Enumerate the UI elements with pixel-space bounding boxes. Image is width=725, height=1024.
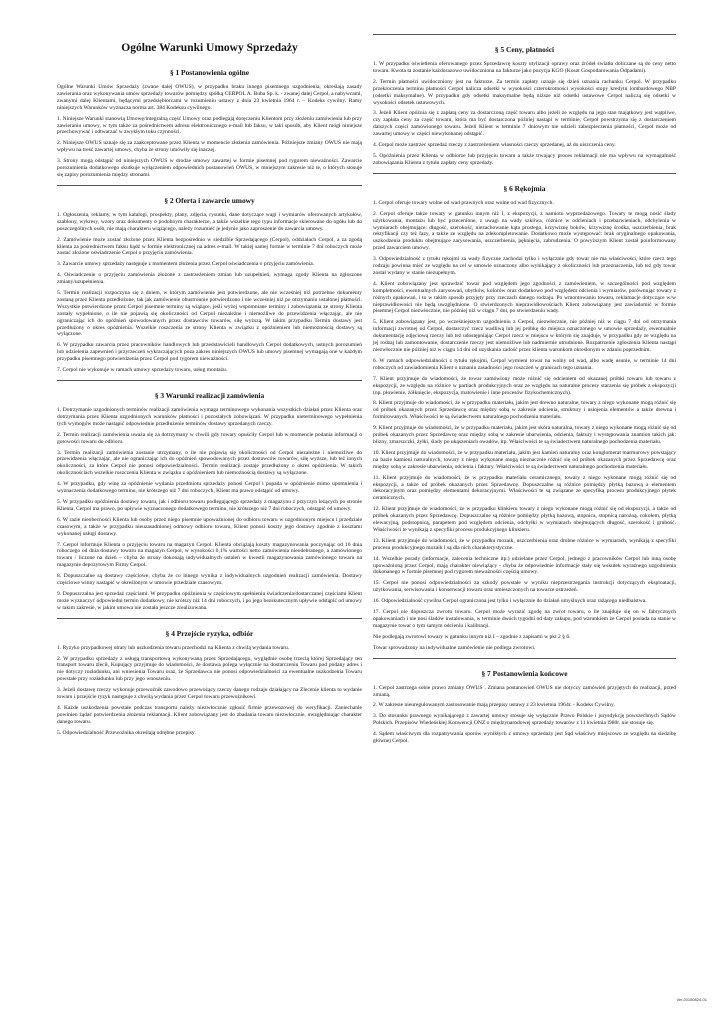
section-paragraph: 9. Klient przyjmuje do wiadomości, że w przypadku materiału, jakim jest skóra naturalna, towary z niego wykonane mogą różnić się od próbek okazanych przez Sprzedawcę oraz między sobą w zakresie ubarwienia, odcienia, faktury i występowania znamion takich jak: blizny, zmarszczki, żyłki, ślady po ukąszeniach owadów, itp. Właściwości te są świadectwem naturalnego pochodzenia materiału. [373,425,676,445]
section-paragraph: 1. Ogłoszenia, reklamy, w tym katalogi, prospekty, plany, zdjęcia, rysunki, dane dotyczące wagi i wymiarów oferowanych artykułów, szablony, wykresy, wzory oraz dokumenty o podobnym charakterze, a także wszelkie tego typu informacje skierowane do ogółu lub do poszczególnych osób, nie mają charakteru wiążącego, należy rozumieć je jedynie jako zaproszenie do zawarcia umowy. [57,211,362,232]
section-paragraph: 2. Termin płatności uwidoczniony jest na fakturze. Za termin zapłaty uznaje się dzień uznania rachunku Cerpol. W przypadku przekroczenia terminu płatności Cerpol nalicza odsetki w wysokości czterokrotności wysokości stopy kredytu lombardowego NBP (odsetki maksymalne). W przypadku gdy odsetki maksymalne będą niższe niż odsetki ustawowe Cerpol naliczą się odsetki w wysokości odsetek ustawowych. [373,78,676,106]
section-paragraph: 5. Klient zobowiązany jest, po wcześniejszym uzgodnieniu z Cerpol, niezwłocznie, nie później niż w ciągu 7 dni od otrzymania informacji zwrotnej od Cerpol, dostarczyć rzecz wadliwą lub jej próbkę do miejsca oznaczonego w umowie sprzedaży, ewentualnie dokumentację zdjęciową rzeczy lub też udostępniając Cerpol rzecz w miejscu w którym się znajduje, w przypadku gdy ze względu na jej rodzaj lub zamontowanie, dostarczenie rzeczy jest niemożliwe lub nadmiernie utrudnione. Rozpatrzenie zgłoszenia Klienta nastąpi niezwłocznie nie później niż w ciągu 14 dni od uzyskania zadość przez klienta warunkom określonym w zdaniu poprzednim. [373,319,676,353]
section [373,658,676,745]
section-paragraph: Towar sprowadzony na indywidualne zamówienie nie podlega zwrotowi. [373,644,536,651]
section-paragraph: 3. Do stosunku prawnego wynikającego z zawartej umowy stosuje się wyłącznie Prawo Polskie i jurysdykcję powszechnych Sądów Polskich. Przepisów Wiedeńskiej Konwencji ONZ o międzynarodowej sprzedaży towarów z 11 kwietnia l980r. nie stosuje się. [373,713,676,727]
section-paragraph: 3. Jeżeli dostawę rzeczy wykonuje przewoźnik zawodowo przewożący rzeczy danego rodzaju działający na Zlecenie klienta to wydanie towaru i przejście ryzyk następuje z chwilą wydania przez Cerpol towaru przewoźnikowi. [57,687,362,701]
section-paragraph: Nie podlegają zwrotowi towary w gatunku innym niż I – zgodnie z zapisami w pkt 2 § 6. [373,633,571,640]
version-footer: Ver.20150824-01 [676,997,707,1002]
section-paragraph: 5. Termin realizacji rozpoczyna się z dniem, w którym zamówienie jest potwierdzone, ale nie wcześniej niż potrzebne dokumenty zostaną przez Klienta przedłożone, tak jak zamówienie obustronnie potwierdzono i nie wcześniej niż po otrzymaniu ustalonej płatności. Wszystkie potwierdzone przez Cerpol pisemnie terminy są wiążące, jeśli wyżej wspomniane terminy i zobowiązania ze strony Klienta zostały wypełnione, o ile nie pojawią się okoliczności od Cerpol niezależne i niemożliwe do przewidzenia włączając, ale nie ograniczając ich do opóźnień spowodowanych przez dostawców towarów, siłę wyższą. W takim przypadku Termin dostawy jest przedłużony o okres opóźnienia. Wszelkie roszczenia ze strony Klienta w związku z opóźnieniem lub niemożnością dostawy są wyłączone. [57,290,362,338]
section-paragraph: 14. Wszelkie porady (informacje, zalecenia techniczne itp.) udzielane przez Cerpol, jednego z pracowników Cerpol lub inną osobę upoważnioną przez Cerpol, mają charakter niewiążący - chyba że odpowiednie informacje stały się wskutek wyraźnego uzgodnienia dokonanego w formie pisemnej pod rygorem nieważności częścią umowy. [373,555,676,576]
section-paragraph: 5. W przypadku opóźnienia dostawy towaru, jak i odbioru towaru podlegającego sprzedaży z magazynu z przyczyn leżących po stronie Klienta, Cerpol ma prawo, po upływie wyznaczonego dodatkowego terminu, nie krótszego niż 7 dni roboczych, odstąpić od umowy. [57,498,362,512]
section-paragraph: 1. Cerpol oferuje towary wolne od wad prawnych oraz wolne od wad fizycznych. [373,199,554,206]
section [373,34,676,167]
section-paragraph: 6. W ramach odpowiedzialności z tytułu rękojmi, Cerpol wymieni towar na wolny od wad, albo wadę usunie, w terminie 14 dni roboczych od zawiadomienia Klient o uznaniu zasadności jego roszczeń w granicach tego uznania. [373,357,676,371]
section-divider [373,34,676,35]
section-divider [373,658,676,659]
section-paragraph: 5. Odpowiedzialność Przewoźnika określają odrębne przepisy. [57,729,196,736]
section-paragraph: 4. Sądem właściwym dla rozpatrywania sporów wynikłych z umowy sprzedaży jest Sąd właściwy miejscowo ze względu na siedzibę głównej Cerpol. [373,731,676,745]
section-divider [373,173,676,174]
section-paragraph: 1. Ryzyko przypadkowej utraty lub uszkodzenia towaru przechodzi na Klienta z chwilą wydania towaru. [57,644,290,651]
section-paragraph: 3. Termin realizacji zamówienia zostanie utrzymany, o ile nie pojawią się okoliczności od Cerpol niezależne i niemożliwe do przewidzenia włączając, ale nie ograniczając ich do opóźnień spowodowanych przez dostawców towarów, siłę wyższe, lub też innych okoliczności, za które Cerpol nie ponosi odpowiedzialności. Termin realizacji zostaje przedłużony o okres opóźnienia. W takich okolicznościach wszelkie roszczenia Klienta w związku z opóźnieniem lub niemożnością dostawy są wyłączone. [57,449,362,477]
section-paragraph: 7. Klient przyjmuje do wiadomości, że towar zamówiony może różnić się odcieniem od okazanej próbki towaru lub towaru z ekspozycji, ze względu na różnice w partiach produkcyjnych oraz ze względu na naturalne procesy starzenia się próbek z ekspozycji (np. płowienie, żółknięcie, ekspozycja, matowienie i inne procesów fizykochemicznych). [373,375,676,396]
section-heading: § 1 Postanowienia ogólne [169,68,250,77]
section-paragraph: 1. Cerpol zastrzega sobie prawo zmiany OWUS . Zmiana postanowień OWUS nie dotyczy zamówień przyjętych do realizacji, przed zmianą. [373,684,676,698]
section-paragraph: 11. Klient przyjmuje do wiadomości, że w przypadku materiału ceramicznego, towary z niego wykonane mogą różnić się od ekspozycji, a także od próbek okazanych przez Sprzedawcę. Dopuszczalne są różnice pomiędzy płytką bazową a elementem dekoracyjnym oraz pomiędzy elementami dekoracyjnymi. Właściwości te są związane ze specyfiką procesu produkcyjnego płytek ceramicznych. [373,474,676,502]
left-column [57,28,362,741]
section [57,618,362,737]
section-paragraph: 4. Każde uszkodzenia powstałe podczas transportu należy niezwłocznie zgłosić firmie przewozowej do weryfikacji. Zaniechanie powinien żądać potwierdzenia złożenia reklamacji. Klient zobowiązany jest do zbadania towaru niezwłocznie, uwzględniając charakter danego towaru. [57,705,362,725]
section-paragraph: Ogólne Warunki Umów Sprzedaży (zwane dalej OWUS), w przypadku braku innego pisemnego uzgodnienia, określają zasady zawierania oraz wykonywania umów sprzedaży towarów pomiędzy spółką CERPOL A. Buba Sp. k. - zwanej dalej Cerpol, a nabywcami, zwanymi dalej Klientami, będącymi przedsiębiorcami w rozumieniu ustawy z dnia 23 kwietnia 1964 r. – Kodeks cywilny. Ramy niniejszych Warunków wyznacza norma art. 384 Kodeksu cywilnego. [57,84,362,111]
section-paragraph: 3. Jeżeli Klient opóźnia się z zapłatą ceny za dostarczoną część towaru albo jeżeli ze względu na jego stan majątkowy jest wątpliwe, czy zapłata ceny za część towaru, która ma być dostarczona później nastąpi w terminie, Cerpol powstrzyma się z dostarczeniem dalszych części zamówionego towaru. Jeżeli Klient w terminie 7 dniowym nie udzieli zabezpieczenia płatności, Cerpol może od zawartej umowy w części niewykonanej odstąpić. [373,110,676,138]
section-paragraph: 1. Dotrzymanie uzgodnionych terminów realizacji zamówienia wymaga terminowego wykonania wszystkich działań przez Klienta oraz dotrzymania przez Klienta uzgodnionych warunków płatności i pozostałych zobowiązań. W przypadku nieterminowego wypełnienia tych wymogów może nastąpić odpowiednie przedłużenie terminów dostawy sprzedanych rzeczy. [57,407,362,427]
section-paragraph: 10. Klient przyjmuje do wiadomości, że w przypadku materiału, jakim jest kamień naturalny oraz konglomerat marmurowy powstający na bazie kamieni naturalnych, towary z niego wykonane mogą nieznacznie różnić się od próbek okazanych przez Sprzedawcę oraz między sobą w zakresie ubarwienia, odcienia i faktury. Właściwości te są świadectwem naturalnego pochodzenia materiału. [373,449,676,470]
section-paragraph: 2. W zakresie nieuregulowanym zastosowanie mają przepisy ustawy z 23 kwietnia 1964r. - Kodeks Cywilny. [373,702,615,709]
section-paragraph: 17. Cerpol nie dopuszcza zwrotu towaru. Cerpol może wyrazić zgodę na zwrot towaru, o ile znajduje się on w fabrycznych opakowaniach i nie nosi śladów instalowania, w terminie dwóch tygodni od daty zakupu, pod warunkiem że Cerpol posiada na stanie w magazynie towar o tym samym odcieniu i kalibracji. [373,609,676,629]
section-paragraph: 5. Opóźnienia przez Klienta w odbiorze lub przyjęciu towaru a także trwający proces reklamacji nie ma wpływu na wymagalność zobowiązania Klienta z tytułu zapłaty ceny sprzedaży. [373,152,676,166]
section-paragraph: 1. Niniejsze Warunki stanowią Umowę/integralną część Umowy oraz podlegają doręczeniu Klientom przy złożeniu zamówienia lub przy zawieraniu umowy, w tym także za pośrednictwem adresu elektronicznego e-mail lub faksu, w taki sposób, aby Klient mógł niniejsze przechowywać i odtwarzać w zwykłym toku czynności. [57,115,362,136]
section [57,68,362,179]
section-paragraph: 2. Niniejsze OWUS uznaje się za zaakceptowane przez Klienta w momencie złożenia zamówienia. Późniejsze zmiany OWUS nie mają wpływu na treść zawartej umowy, chyba że strony umówiły się inaczej. [57,140,362,154]
right-sections [373,34,676,745]
section-paragraph: 6. W przypadku zawarcia przez pracowników handlowych lub przedstawicieli handlowych Cerpol dodatkowych, ustnych porozumień lub udzielenia zapewnień i przyrzeczeń wykraczających poza zakres niniejszych OWUS lub umowy pisemnej wymagają one w każdym przypadku pisemnego potwierdzenia przez Cerpol pod rygorem nieważności. [57,342,362,363]
section-paragraph: 3. Strony mogą odstąpić od niniejszych OWUS w drodze umowy zawartej w formie pisemnej pod rygorem nieważności. Zawarcie porozumienia dodatkowego skutkuje wyłączeniem odpowiednich postanowień OWUS, w mniejszym zakresie niż te, o których stosuje się zapisy porozumienia między stronami. [57,158,362,178]
section-paragraph: 13. Klient przyjmuje do wiadomości, że w przypadku mozaik, uszczerbienia oraz drobne różnice w wymiarach, wynikają z specyfiki procesu produkcyjnego mozaik i są dla nich charakterystyczne. [373,537,676,551]
section-heading: § 2 Oferta i zawarcie umowy [164,195,255,205]
section-paragraph: 7. Cerpol nie wykonuje w ramach umowy sprzedaży towaru, usług montażu. [57,367,228,374]
right-column [373,28,676,749]
section-paragraph: 16. Odpowiedzialność cywilna Cerpol ograniczona jest tylko i wyłącznie do działań umyślnych oraz rażącego niedbalstwa. [373,598,647,605]
section-paragraph: 2. Zamówienie może zostać złożone przez Klienta bezpośrednio w siedzibie Sprzedającego (Cerpol), oddziałach Cerpol, a za zgodą klienta za pośrednictwem faksu bądź w formie elektronicznej na adres e-mail. W takiej samej formie w terminie 7 dni roboczych może zostać złożone oświadczenie Cerpol o przyjęciu zamówienia. [57,236,362,257]
section-divider [57,618,362,619]
section-divider [57,380,362,381]
section-paragraph: 8. Dopuszczalne są dostawy częściowe, chyba że co innego wynika z indywidualnych uzgodnień realizacji zamówienia. Dostawy częściowe winny nastąpić w określonym w umowie przedziale czasowym. [57,573,362,587]
section-heading: § 4 Przejście ryzyka, odbiór [165,628,254,638]
document-title: Ogólne Warunki Umowy Sprzedaży [121,42,298,54]
section-paragraph: 2. W przypadku sprzedaży z usługą transportową wykonywaną przez Sprzedającego, wyglądnie osobę trzecią której Sprzedający ten transport towaru zlecił, Kupujący przyjmuje do wiadomości, że dostawa polega wyłącznie na dostarczeniu Towaru pod podany adres i nie dotyczy rozładunku, ani wniesienia Towaru oraz, że Sprzedawca nie ponosi odpowiedzialności za ewentualne uszkodzenia Towaru powstałe przy rozładunku lub przy jego wnoszeniu. [57,655,362,683]
section-paragraph: 9. Dopuszczalna jest sprzedaż częściami. W przypadku opóźnienia w częściowym spełnieniu świadczenia/dostarczanej częściami Klient może wyznaczyć odpowiedni termin dodatkowy, nie krótszy niż 14 dni roboczych, i po jego bezskutecznym upływie odstąpić od umowy w takim zakresie, w jakim umowa nie została jeszcze zrealizowana. [57,590,362,611]
section-paragraph: 15. Cerpol nie ponosi odpowiedzialności za szkody powstałe w wyniku nieprzestrzegania instrukcji dotyczących eksploatacji, użytkowania, serwisowania i konserwacji towaru oraz umieszczonych na towarze ostrzeżeń. [373,580,676,594]
section-heading: § 5 Ceny, płatności [494,45,555,54]
section-paragraph: 4. W przypadku, gdy winę za opóźnienie wydania przedmiotu sprzedaży ponosi Cerpol i popada w opóźnienie mimo upomnienia i wyznaczenia dodatkowego terminu, nie krótszego niż 7 dni roboczych, Klient ma prawo odstąpić od umowy. [57,481,362,495]
left-sections [57,68,362,737]
section-heading: § 6 Rękojmia [503,183,546,193]
section-paragraph: 8. Klient przyjmuje do wiadomości, że w przypadku materiału, jakim jest drewno naturalne, towary z niego wykonane mogą różnić się od próbek okazanych przez Sprzedawcę oraz między sobą w zakresie odcienia, struktury i usłojenia elementów a także drewna i formirowanych. Właściwości te są świadectwem naturalnego pochodzenia materiału. [373,400,676,421]
section-paragraph: 6. W razie nieobecności Klienta lub osoby przez niego pisemnie upoważnionej do odbioru towaru w uzgodnionym miejscu i przedziale czasowym, a także w przypadku nieuzasadnionej odmowy odbioru towaru, Klient ponosi koszty jego dostawy zgodnie z kosztami wykonanej usługi dostawy. [57,516,362,537]
section [57,380,362,612]
section-paragraph: 4. Cerpol może zastrzec sprzedaż rzeczy z zastrzeżeniem własności rzeczy sprzedanej, aż do uiszczenia ceny. [373,142,616,149]
section-paragraph: 4. Oświadczenie o przyjęciu zamówienia złożone z zastrzeżeniem zmian lub uzupełnień, wymaga zgody Klienta na zgłoszone zmiany/uzupełnienia. [57,272,362,286]
section-paragraph: 2. Termin realizacji zamówienia uważa się za dotrzymany w chwili gdy towary opuściły Cerpol lub w momencie podania informacji o gotowości towaru do odbioru. [57,431,362,445]
section-heading: § 7 Postanowienia końcowe [481,668,568,678]
section-divider [57,185,362,186]
section-heading: § 3 Warunki realizacji zamówienia [154,391,265,400]
section-paragraph: 12. Klient przyjmuje do wiadomości, że w przypadku klinkieru towary z niego wykonane mogą różnić się od ekspozycji, a także od próbek okazanych przez Sprzedawcę. Dopuszczalne są różnice pomiędzy płytką bazową, stopnica, stopnicą narożną, cokołem, płytką elewacyjną, podstopnicą, parapetem pod względem odcienia, odchyłki w wymiarach obejmujących długość, szerokość i grubość. Właściwości te wynikają z specyfiki procesu produkcyjnego klinkieru. [373,506,676,533]
section [57,185,362,374]
section-paragraph: 3. Zawarcie umowy sprzedaży następuje z momentem złożenia przez Cerpol oświadczenia o przyjęciu zamówienia. [57,261,315,268]
section-paragraph: 7. Cerpol informuje Klienta o przyjęciu towaru na magazyn Cerpol. Klienta obciążają koszty magazynowania poczynając od 16 dnia roboczego od dnia dostawy towaru na magazyn Cerpol, w wysokości 0,1% wartości netto zamówienia nieodebranego, a zamówionego towaru / liczone na dzień – chyba że strony dokonają indywidualnych ustaleń w kwestii magazynowania zamówionego towaru na magazynie depozytowym Firmy Cerpol. [57,541,362,569]
section-paragraph: 2. Cerpol oferuje także towary w gatunku innym niż I, z ekspozycji, z namiotu wyprzedażowego. Towary te mogą nosić ślady użytkowania, montażu lub być przecenione, z uwagi na wady szkliwa, różnice w odcieniach i przebarwieniach, odchylenia w wymiarach obejmujące: długość, szerokość, niezachowanie kąta prostego, krzywiznę boków, krzywiznę środka, uszczerbienia, brak rektyfikacji czy też fazy, a także ze względu na zdekompletowanie. Dodatkowo może występować: brak oryginalnego opakowania, uszkodzenia produktu obejmujące zarysowania, uszczerbienia, pęknięcia, zabrudzenia. O powyższym Klient został poinformowany przed zawarciem umowy. [373,210,676,252]
section-paragraph: 4. Klient zobowiązany jest sprawdzić towar pod względem jego zgodności z zamówieniem, w szczególności pod względem kompletności, ewentualnych zarysowań, ubytków, kolorów oraz dodatkowo pod względem odcienia i wymiarów, porównując towary z różnych opakowań, i to w takim sposób przyjęty przy rzeczach danego rodzaju. Po wmontowaniu towaru, reklamacje dotyczące w/w nieprawidłowości nie będą uwzględnione. O stwierdzonych nieprawidłowościach Klient zobowiązany jest zawiadomić w formie pisemnej Cerpol niezwłocznie, nie później niż w ciągu 7 dni, po stwierdzeniu wady. [373,280,676,315]
section-paragraph: 3. Odpowiedzialność z tytułu rękojmi za wady fizyczne zachodzi tylko i wyłącznie gdy towar nie ma właściwości, które rzecz tego rodzaju powinna mieć ze względu na cel w umowie oznaczony albo wynikający z okoliczności lub przeznaczenia, lub też gdy towar został wydany w stanie niezupełnym. [373,256,676,276]
section [373,173,676,652]
section-paragraph: 1. W przypadku oświetlenia oferowanego przez Sprzedawcę koszty utylizacji oprawy oraz źródeł światła doliczane są do ceny netto towaru. Kwota ta zostanie każdorazowo uwidoczniona na fakturze jako pozycja KGO (Koszt Gospodarowania Odpadami). [373,61,676,74]
